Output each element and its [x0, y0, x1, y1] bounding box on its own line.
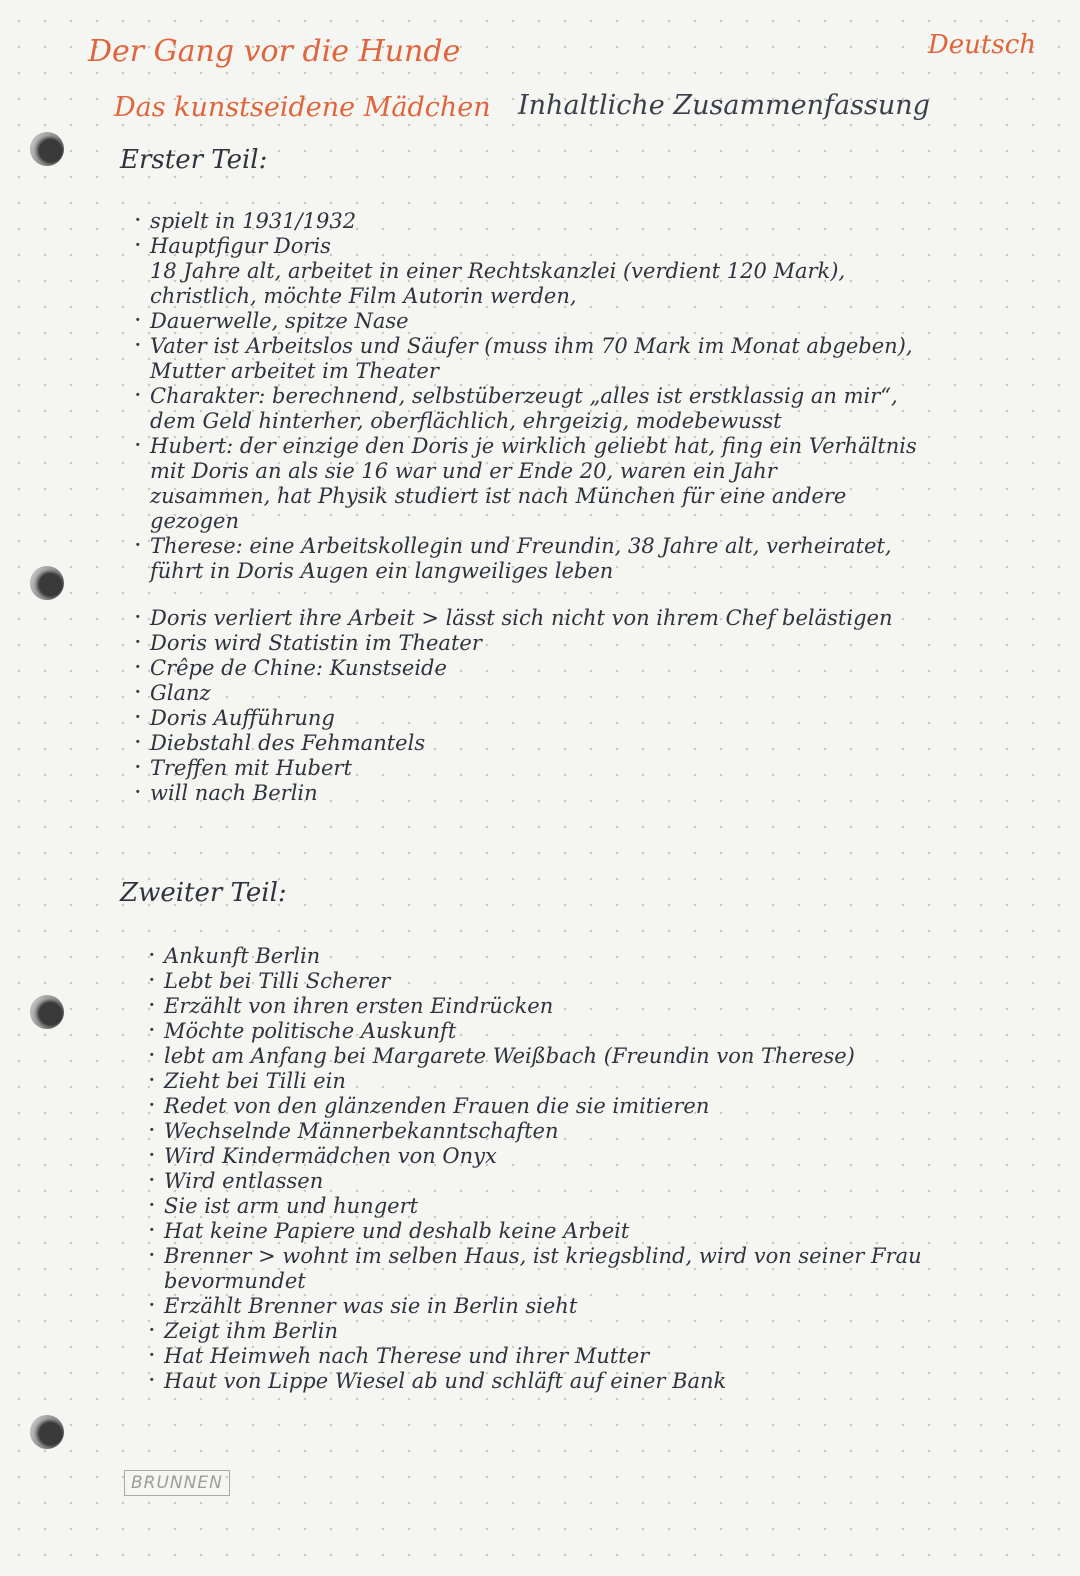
part-one-section	[120, 145, 1020, 806]
list-item: · Treffen mit Hubert	[150, 756, 980, 781]
list-item: dem Geld hinterher, oberflächlich, ehrgeizig, modebewusst	[150, 409, 782, 433]
list-item: · Erzählt Brenner was sie in Berlin sieht	[164, 1294, 964, 1319]
list-item: · will nach Berlin	[150, 781, 980, 806]
list-item: · Brenner > wohnt im selben Haus, ist kriegsblind, wird von seiner Frau	[164, 1244, 964, 1269]
subject-label: Deutsch	[927, 30, 1036, 60]
list-item: · Hat Heimweh nach Therese und ihrer Mutter	[164, 1344, 964, 1369]
list-item: · Vater ist Arbeitslos und Säufer (muss ihm 70 Mark im Monat abgeben),	[150, 334, 980, 359]
list-item: · Lebt bei Tilli Scherer	[164, 969, 964, 994]
page-title: Der Gang vor die Hunde	[88, 34, 461, 69]
list-item: · Doris verliert ihre Arbeit > lässt sich nicht von ihrem Chef belästigen	[150, 606, 980, 631]
book-title: Das kunstseidene Mädchen	[114, 92, 491, 123]
list-item: zusammen, hat Physik studiert ist nach München für eine andere	[150, 484, 847, 508]
brand-logo: BRUNNEN	[124, 1470, 230, 1496]
list-item: · Sie ist arm und hungert	[164, 1194, 964, 1219]
list-item: · Wird Kindermädchen von Onyx	[164, 1144, 964, 1169]
part-one-heading: Erster Teil:	[120, 145, 268, 175]
punch-hole	[30, 995, 64, 1029]
list-item: gezogen	[150, 509, 239, 533]
list-item: · lebt am Anfang bei Margarete Weißbach (Freundin von Therese)	[164, 1044, 964, 1069]
list-item: · Dauerwelle, spitze Nase	[150, 309, 980, 334]
list-item: · Crêpe de Chine: Kunstseide	[150, 656, 980, 681]
list-item: · Zieht bei Tilli ein	[164, 1069, 964, 1094]
list-item: bevormundet	[164, 1269, 306, 1293]
list-item: mit Doris an als sie 16 war und er Ende 20, waren ein Jahr	[150, 459, 777, 483]
punch-hole	[30, 1415, 64, 1449]
list-item: · Hubert: der einzige den Doris je wirklich geliebt hat, fing ein Verhältnis	[150, 434, 980, 459]
list-item: · Therese: eine Arbeitskollegin und Freundin, 38 Jahre alt, verheiratet,	[150, 534, 980, 559]
part-one-events-list	[150, 606, 1020, 806]
punch-hole	[30, 566, 64, 600]
list-item: · Ankunft Berlin	[164, 944, 964, 969]
list-item: · Charakter: berechnend, selbstüberzeugt „alles ist erstklassig an mir“,	[150, 384, 980, 409]
list-item: · Wechselnde Männerbekanntschaften	[164, 1119, 964, 1144]
part-one-list	[150, 209, 1020, 584]
summary-label: Inhaltliche Zusammenfassung	[518, 90, 930, 121]
list-item: · Redet von den glänzenden Frauen die sie imitieren	[164, 1094, 964, 1119]
list-item: · Doris Aufführung	[150, 706, 980, 731]
list-item: · Erzählt von ihren ersten Eindrücken	[164, 994, 964, 1019]
list-item: · Wird entlassen	[164, 1169, 964, 1194]
part-two-heading: Zweiter Teil:	[120, 878, 287, 908]
list-item: Mutter arbeitet im Theater	[150, 359, 439, 383]
list-item: · spielt in 1931/1932	[150, 209, 980, 234]
list-item: christlich, möchte Film Autorin werden,	[150, 284, 577, 308]
list-item: · Diebstahl des Fehmantels	[150, 731, 980, 756]
list-item: · Hat keine Papiere und deshalb keine Arbeit	[164, 1219, 964, 1244]
list-item: · Glanz	[150, 681, 980, 706]
punch-hole	[30, 132, 64, 166]
part-two-list	[164, 944, 1020, 1394]
list-item: · Doris wird Statistin im Theater	[150, 631, 980, 656]
list-item: · Zeigt ihm Berlin	[164, 1319, 964, 1344]
list-item: · Haut von Lippe Wiesel ab und schläft auf einer Bank	[164, 1369, 964, 1394]
list-item: · Möchte politische Auskunft	[164, 1019, 964, 1044]
list-item: 18 Jahre alt, arbeitet in einer Rechtskanzlei (verdient 120 Mark),	[150, 259, 846, 283]
list-item: · Hauptfigur Doris	[150, 234, 980, 259]
part-two-section	[120, 878, 1020, 1394]
list-item: führt in Doris Augen ein langweiliges leben	[150, 559, 614, 583]
